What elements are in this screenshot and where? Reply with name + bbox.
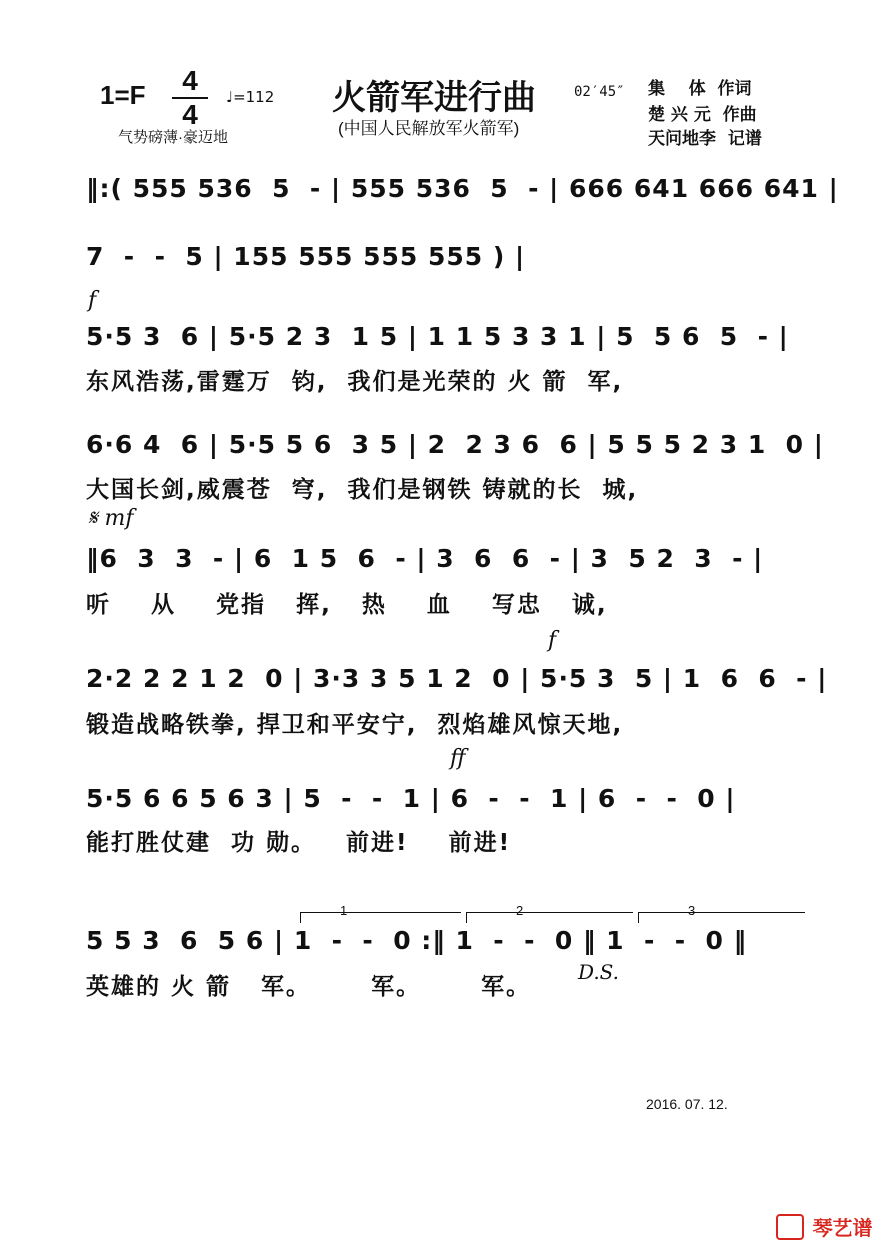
lyric-line-5: 能打胜仗建 功 勋。 前进! 前进! (86, 830, 512, 856)
logo-text: 琴艺谱 (812, 1218, 873, 1240)
lyric-line-6: 英雄的 火 箭 军。 军。 军。 (86, 974, 532, 1000)
credit-music: 楚 兴 元 作曲 (648, 105, 757, 125)
song-subtitle: (中国人民解放军火箭军) (338, 119, 520, 138)
credit-notation: 天问地李 记谱 (648, 129, 762, 149)
key-signature: 1=F (100, 80, 146, 110)
dynamic-f-2: f (548, 628, 557, 653)
duration: 02′45″ (574, 84, 625, 100)
score-line-6: 2·2 2 2 1 2 0 | 3·3 3 5 1 2 0 | 5·5 3 5 | 1 6 6 - | (86, 664, 828, 693)
lyric-line-2: 大国长剑,威震苍 穹, 我们是钢铁 铸就的长 城, (86, 477, 639, 503)
lyric-line-3: 听 从 党指 挥, 热 血 写忠 诚, (86, 592, 608, 618)
volta-label-2: 2 (516, 903, 524, 918)
volta-label-1: 1 (340, 903, 348, 918)
score-line-1: ‖:( 555 536 5 - | 555 536 5 - | 666 641 666 641 | (86, 174, 839, 203)
volta-bracket-3 (638, 912, 805, 923)
time-signature-bottom: 4 (182, 99, 198, 130)
credit-lyrics: 集 体 作词 (648, 79, 752, 99)
site-logo[interactable] (776, 1212, 873, 1241)
lyric-line-1: 东风浩荡,雷霆万 钧, 我们是光荣的 火 箭 军, (86, 369, 624, 395)
lyric-line-4: 锻造战略铁拳, 捍卫和平安宁, 烈焰雄风惊天地, (86, 712, 624, 738)
score-line-8: 5 5 3 6 5 6 | 1 - - 0 :‖ 1 - - 0 ‖ 1 - - 0 ‖ (86, 926, 748, 955)
score-line-7: 5·5 6 6 5 6 3 | 5 - - 1 | 6 - - 1 | 6 - - 0 | (86, 784, 736, 813)
dynamic-f: f (88, 288, 97, 313)
tempo-marking: ♩=112 (226, 88, 275, 106)
expression-marking: 气势磅薄·豪迈地 (118, 129, 228, 146)
time-signature (172, 66, 208, 130)
score-line-2: 7 - - 5 | 155 555 555 555 ) | (86, 242, 526, 271)
score-line-4: 6·6 4 6 | 5·5 5 6 3 5 | 2 2 3 6 6 | 5 5 5 2 3 1 0 | (86, 430, 824, 459)
song-title: 火箭军进行曲 (332, 78, 536, 118)
logo-icon (776, 1214, 804, 1240)
date: 2016. 07. 12. (646, 1096, 728, 1112)
volta-bracket-1 (300, 912, 461, 923)
segno-mf: 𝄋 mf (88, 506, 134, 531)
dynamic-ff: ff (450, 746, 466, 771)
score-line-5: ‖6 3 3 - | 6 1 5 6 - | 3 6 6 - | 3 5 2 3 - | (86, 544, 764, 573)
time-signature-top: 4 (182, 65, 198, 96)
score-line-3: 5·5 3 6 | 5·5 2 3 1 5 | 1 1 5 3 3 1 | 5 5 6 5 - | (86, 322, 789, 351)
volta-bracket-2 (466, 912, 633, 923)
volta-label-3: 3 (688, 903, 696, 918)
dal-segno: D.S. (578, 960, 620, 984)
